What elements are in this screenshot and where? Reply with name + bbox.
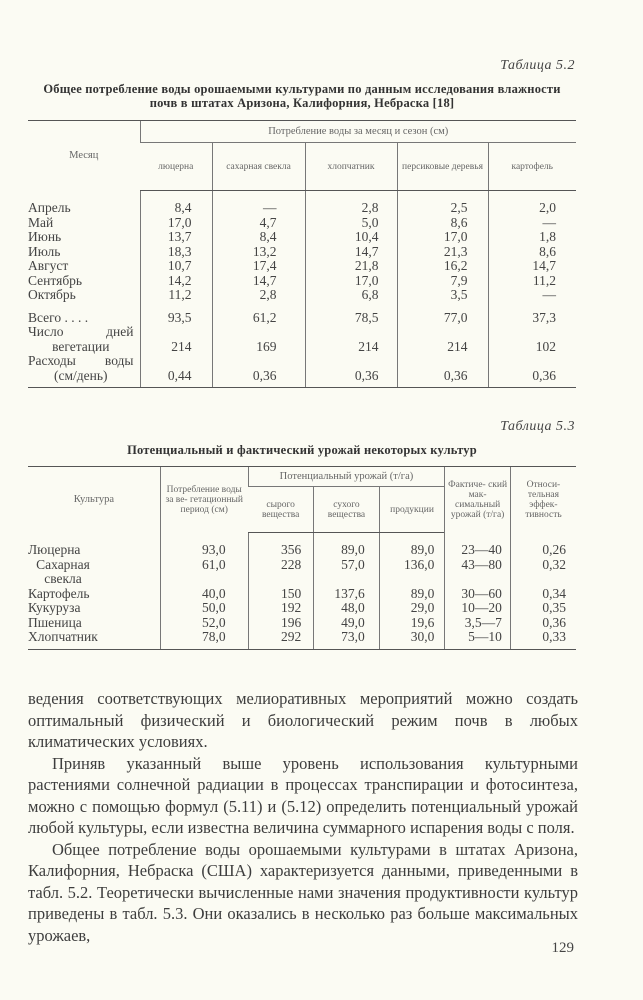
table-row: Кукуруза 50,0 192 48,0 29,0 10—20 0,35 — [28, 601, 576, 616]
table-5-2-title: Общее потребление воды орошаемыми культурами по данным исследования влажности почв в штатах Аризона, Калифорния, Небраска [18] — [43, 82, 561, 110]
paragraph-3: Общее потребление воды орошаемыми культурами в штатах Аризона, Калифорния, Небраска (США) характеризуется данными, приведенными в табл. 5.2. Теоретически вычисленные нами значения продуктивности культур приведены в табл. 5.3. Они оказались в несколько раз больше максимальных урожаев, — [28, 839, 578, 945]
table-row: Хлопчатник 78,0 292 73,0 30,0 5—10 0,33 — [28, 630, 576, 649]
table-5-2-caption: Таблица 5.2 — [500, 58, 575, 73]
table-row: Октябрь 11,2 2,8 6,8 3,5 — — [28, 288, 576, 303]
col-actual-header: Фактиче- ский мак- симальный урожай (т/га) — [445, 467, 511, 533]
col-water-header: Потребление воды за ве- гетационный период (см) — [160, 467, 248, 533]
table-5-3-title: Потенциальный и фактический урожай некоторых культур — [127, 443, 477, 457]
paragraph-2: Приняв указанный выше уровень использования культурными растениями солнечной радиации в процессах транспирации и фотосинтеза, можно с помощью формул (5.11) и (5.12) определить потенциальный урожай любой культуры, если известна величина суммарного испарения воды с поля. — [28, 753, 578, 837]
col-header-cotton: хлопчатник — [305, 143, 397, 191]
col-group-header: Потребление воды за месяц и сезон (см) — [140, 121, 576, 143]
table-row: Июль 18,3 13,2 14,7 21,3 8,6 — [28, 245, 576, 260]
table-row: Пшеница 52,0 196 49,0 19,6 3,5—7 0,36 — [28, 616, 576, 631]
col-month-header: Месяц — [28, 121, 140, 191]
table-5-3-caption: Таблица 5.3 — [500, 419, 575, 434]
table-row: Июнь 13,7 8,4 10,4 17,0 1,8 — [28, 230, 576, 245]
table-row: Апрель 8,4 — 2,8 2,5 2,0 — [28, 191, 576, 216]
col-header-product: продукции — [379, 487, 445, 533]
table-row: Август 10,7 17,4 21,8 16,2 14,7 — [28, 259, 576, 274]
table-5-2 — [28, 120, 576, 388]
table-row: Люцерна 93,0 356 89,0 89,0 23—40 0,26 — [28, 533, 576, 558]
col-crop-header: Культура — [28, 467, 160, 533]
table-row: Май 17,0 4,7 5,0 8,6 — — [28, 216, 576, 231]
page-number: 129 — [551, 940, 574, 956]
col-header-dry: сухого вещества — [314, 487, 380, 533]
table-row-rate: Расходы воды (см/день) 0,44 0,36 0,36 0,36 0,36 — [28, 354, 576, 388]
paragraph-1: ведения соответствующих мелиоративных мероприятий можно создать оптимальный физический и биологический режим почв в любых климатических условиях. — [28, 689, 578, 751]
col-potential-group-header: Потенциальный урожай (т/га) — [248, 467, 445, 487]
col-efficiency-header: Относи- тельная эффек- тивность — [510, 467, 576, 533]
table-row-total: Всего . . . . 93,5 61,2 78,5 77,0 37,3 — [28, 303, 576, 326]
col-header-peach: персиковые деревья — [397, 143, 488, 191]
body-text — [28, 688, 578, 946]
table-row: Картофель 40,0 150 137,6 89,0 30—60 0,34 — [28, 587, 576, 602]
table-row: Сентябрь 14,2 14,7 17,0 7,9 11,2 — [28, 274, 576, 289]
table-row: Сахарная свекла 61,0 228 57,0 136,0 43—80 0,32 — [28, 558, 576, 587]
col-header-sugar-beet: сахарная свекла — [212, 143, 305, 191]
col-header-raw: сырого вещества — [248, 487, 314, 533]
col-header-alfalfa: люцерна — [140, 143, 212, 191]
table-row-days: Число дней вегетации 214 169 214 214 102 — [28, 325, 576, 354]
col-header-potato: картофель — [488, 143, 576, 191]
table-5-3 — [28, 466, 576, 650]
